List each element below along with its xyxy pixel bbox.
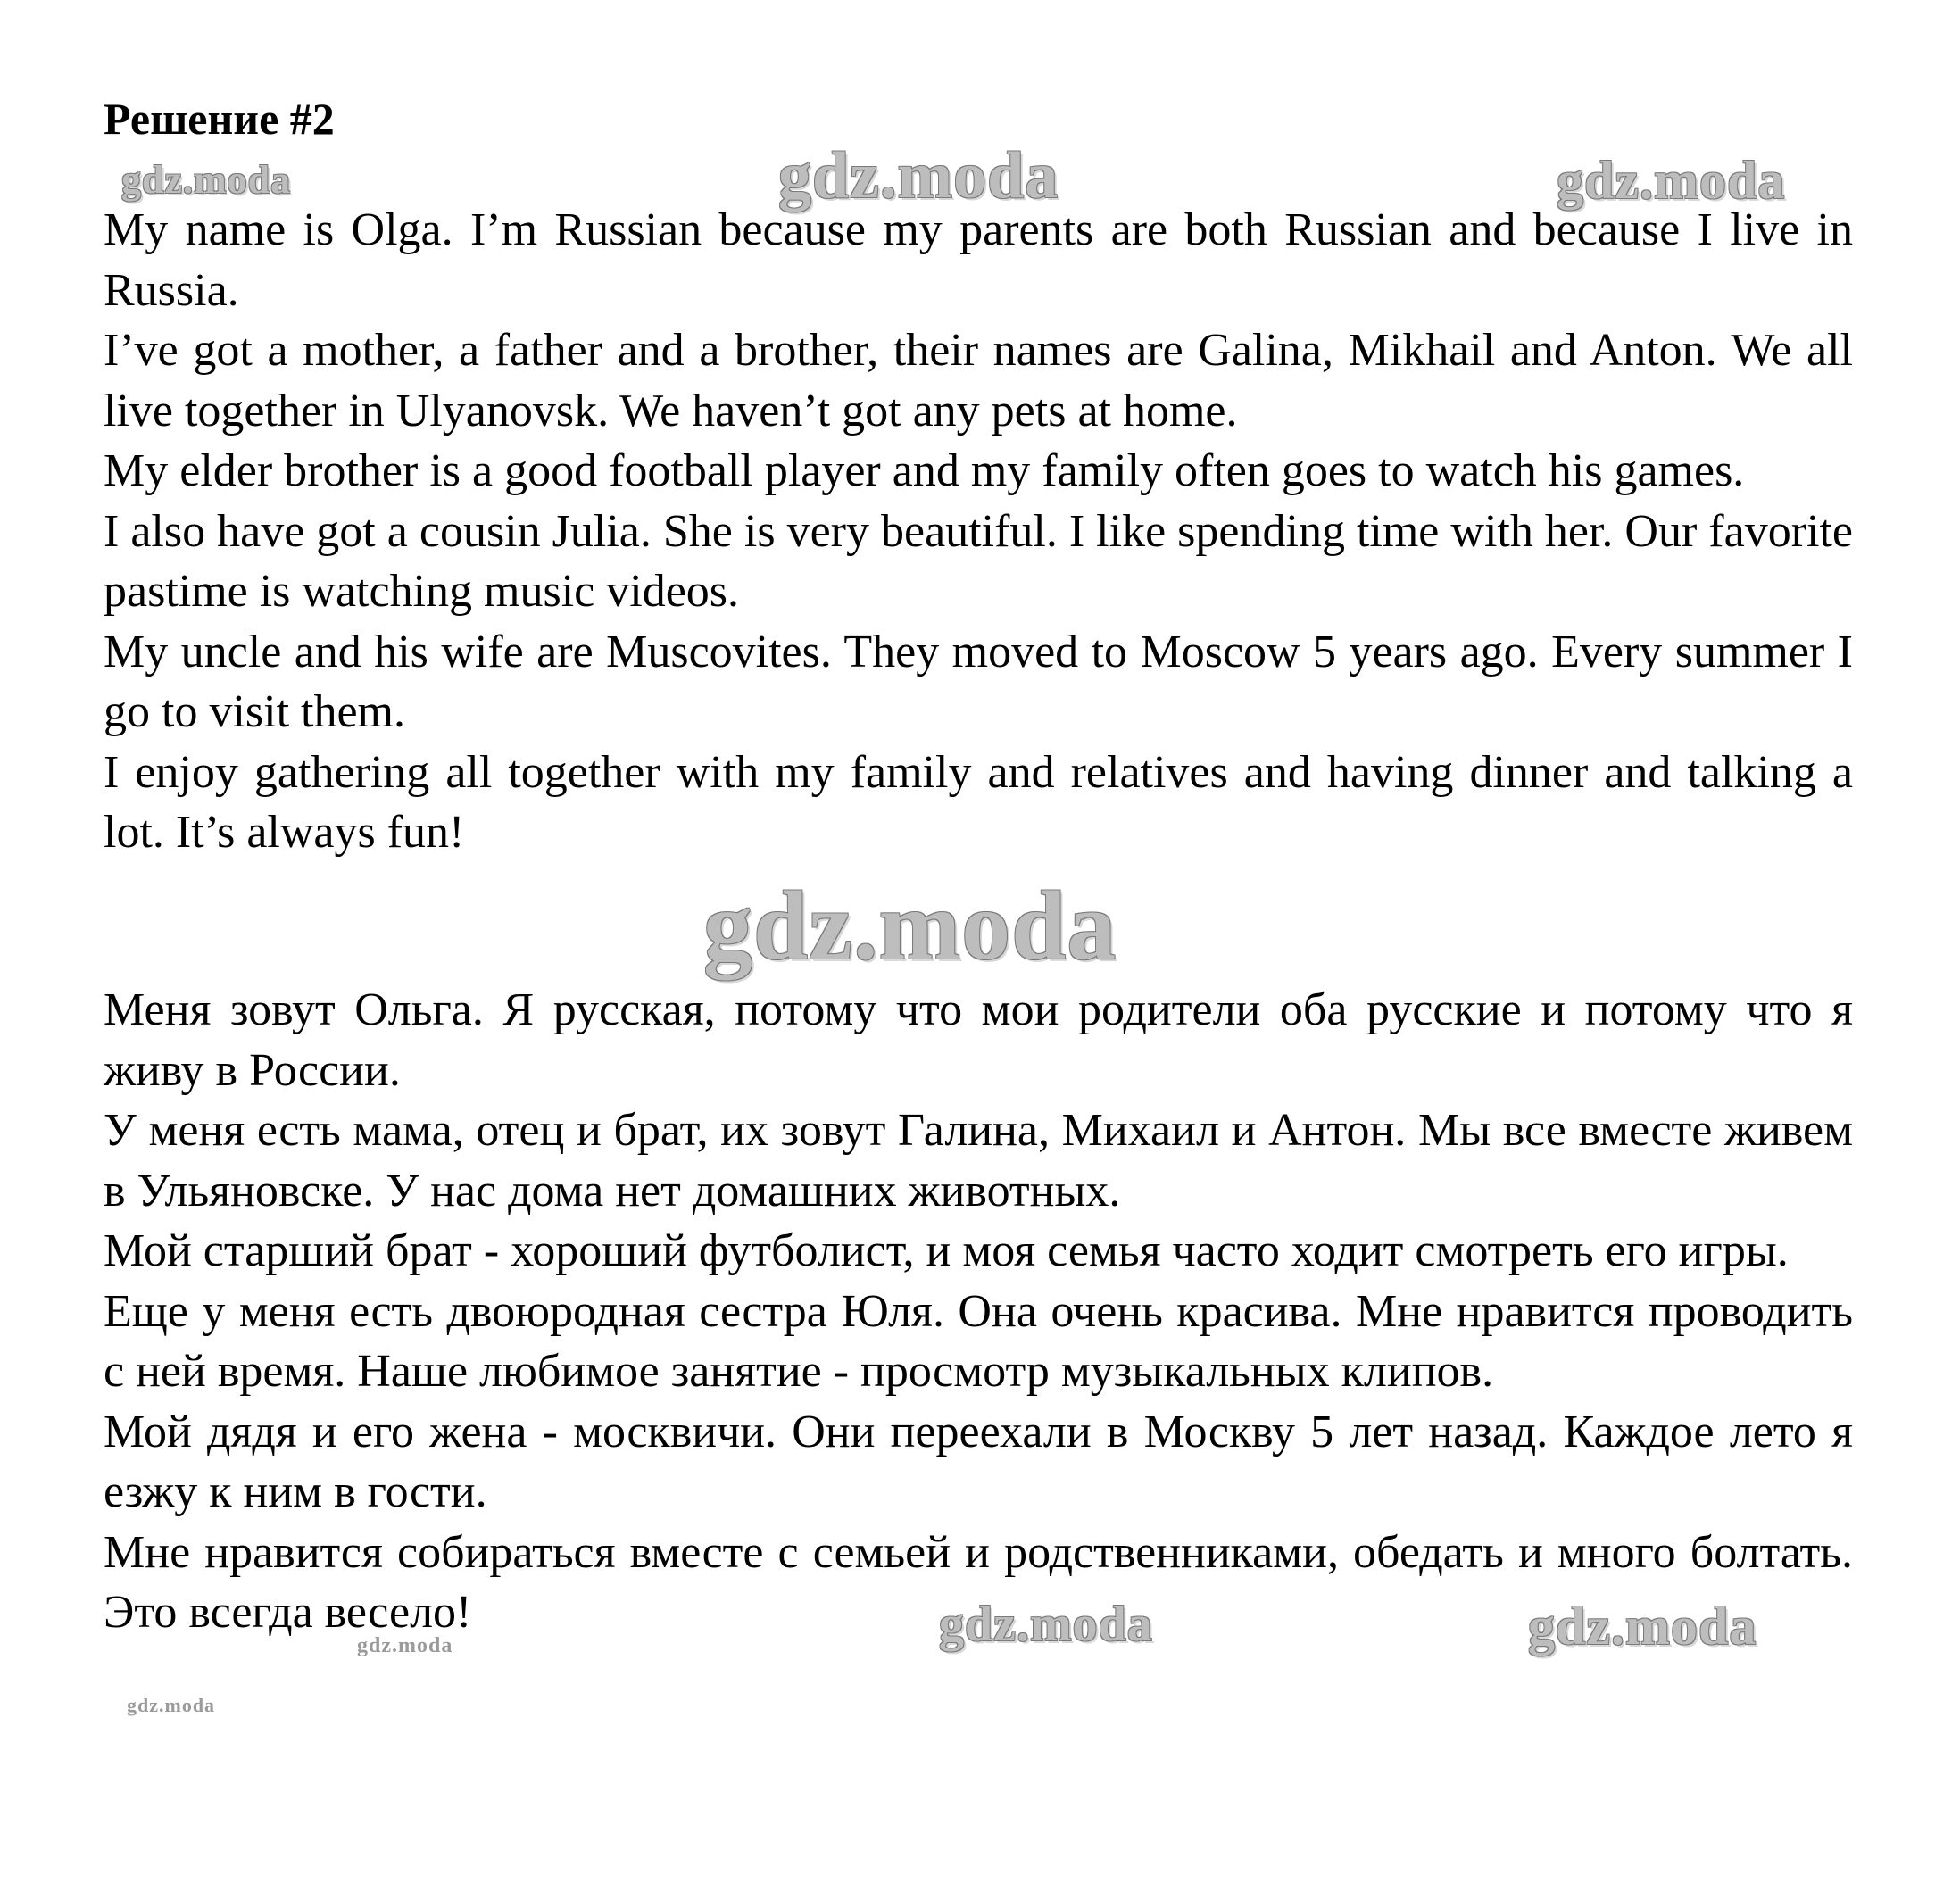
english-paragraph: My name is Olga. I’m Russian because my parents are both Russian and because I live in Russia. [104, 204, 1853, 316]
russian-paragraph: Мой старший брат - хороший футболист, и моя семья часто ходит смотреть его игры. [104, 1225, 1789, 1276]
watermark: gdz.moda [778, 139, 1059, 212]
watermark: gdz.moda [703, 871, 1117, 980]
russian-paragraph: Мне нравится собираться вместе с семьей и родственниками, обедать и много болтать. Это всегда весело! [104, 1526, 1853, 1638]
watermark: gdz.moda [121, 158, 292, 202]
english-paragraph: My uncle and his wife are Muscovites. They moved to Moscow 5 years ago. Every summer I go to visit them. [104, 626, 1853, 737]
english-paragraph: My elder brother is a good football player and my family often goes to watch his games. [104, 445, 1745, 496]
watermark: gdz.moda [127, 1694, 216, 1716]
watermark: gdz.moda [357, 1634, 453, 1657]
watermark: gdz.moda [1528, 1597, 1757, 1656]
russian-paragraph: У меня есть мама, отец и брат, их зовут Галина, Михаил и Антон. Мы все вместе живем в Ульяновске. У нас дома нет домашних животных. [104, 1105, 1853, 1216]
english-paragraph: I’ve got a mother, a father and a brother, their names are Galina, Mikhail and Anton. We all live together in Ulyanovsk. We haven’t got any pets at home. [104, 325, 1853, 436]
russian-paragraph: Еще у меня есть двоюродная сестра Юля. Она очень красива. Мне нравится проводить с ней время. Наше любимое занятие - просмотр музыкальных клипов. [104, 1285, 1853, 1397]
russian-text-block [104, 980, 1853, 1643]
english-paragraph: I enjoy gathering all together with my family and relatives and having dinner and talking a lot. It’s always fun! [104, 746, 1853, 858]
english-paragraph: I also have got a cousin Julia. She is very beautiful. I like spending time with her. Our favorite pastime is watching music videos. [104, 505, 1853, 617]
watermark: gdz.moda [939, 1597, 1153, 1652]
russian-paragraph: Меня зовут Ольга. Я русская, потому что мои родители оба русские и потому что я живу в России. [104, 984, 1853, 1096]
russian-paragraph: Мой дядя и его жена - москвичи. Они переехали в Москву 5 лет назад. Каждое лето я езжу к ним в гости. [104, 1406, 1853, 1517]
solution-heading: Решение #2 [104, 94, 335, 144]
watermark: gdz.moda [1557, 151, 1786, 210]
english-text-block [104, 200, 1853, 863]
